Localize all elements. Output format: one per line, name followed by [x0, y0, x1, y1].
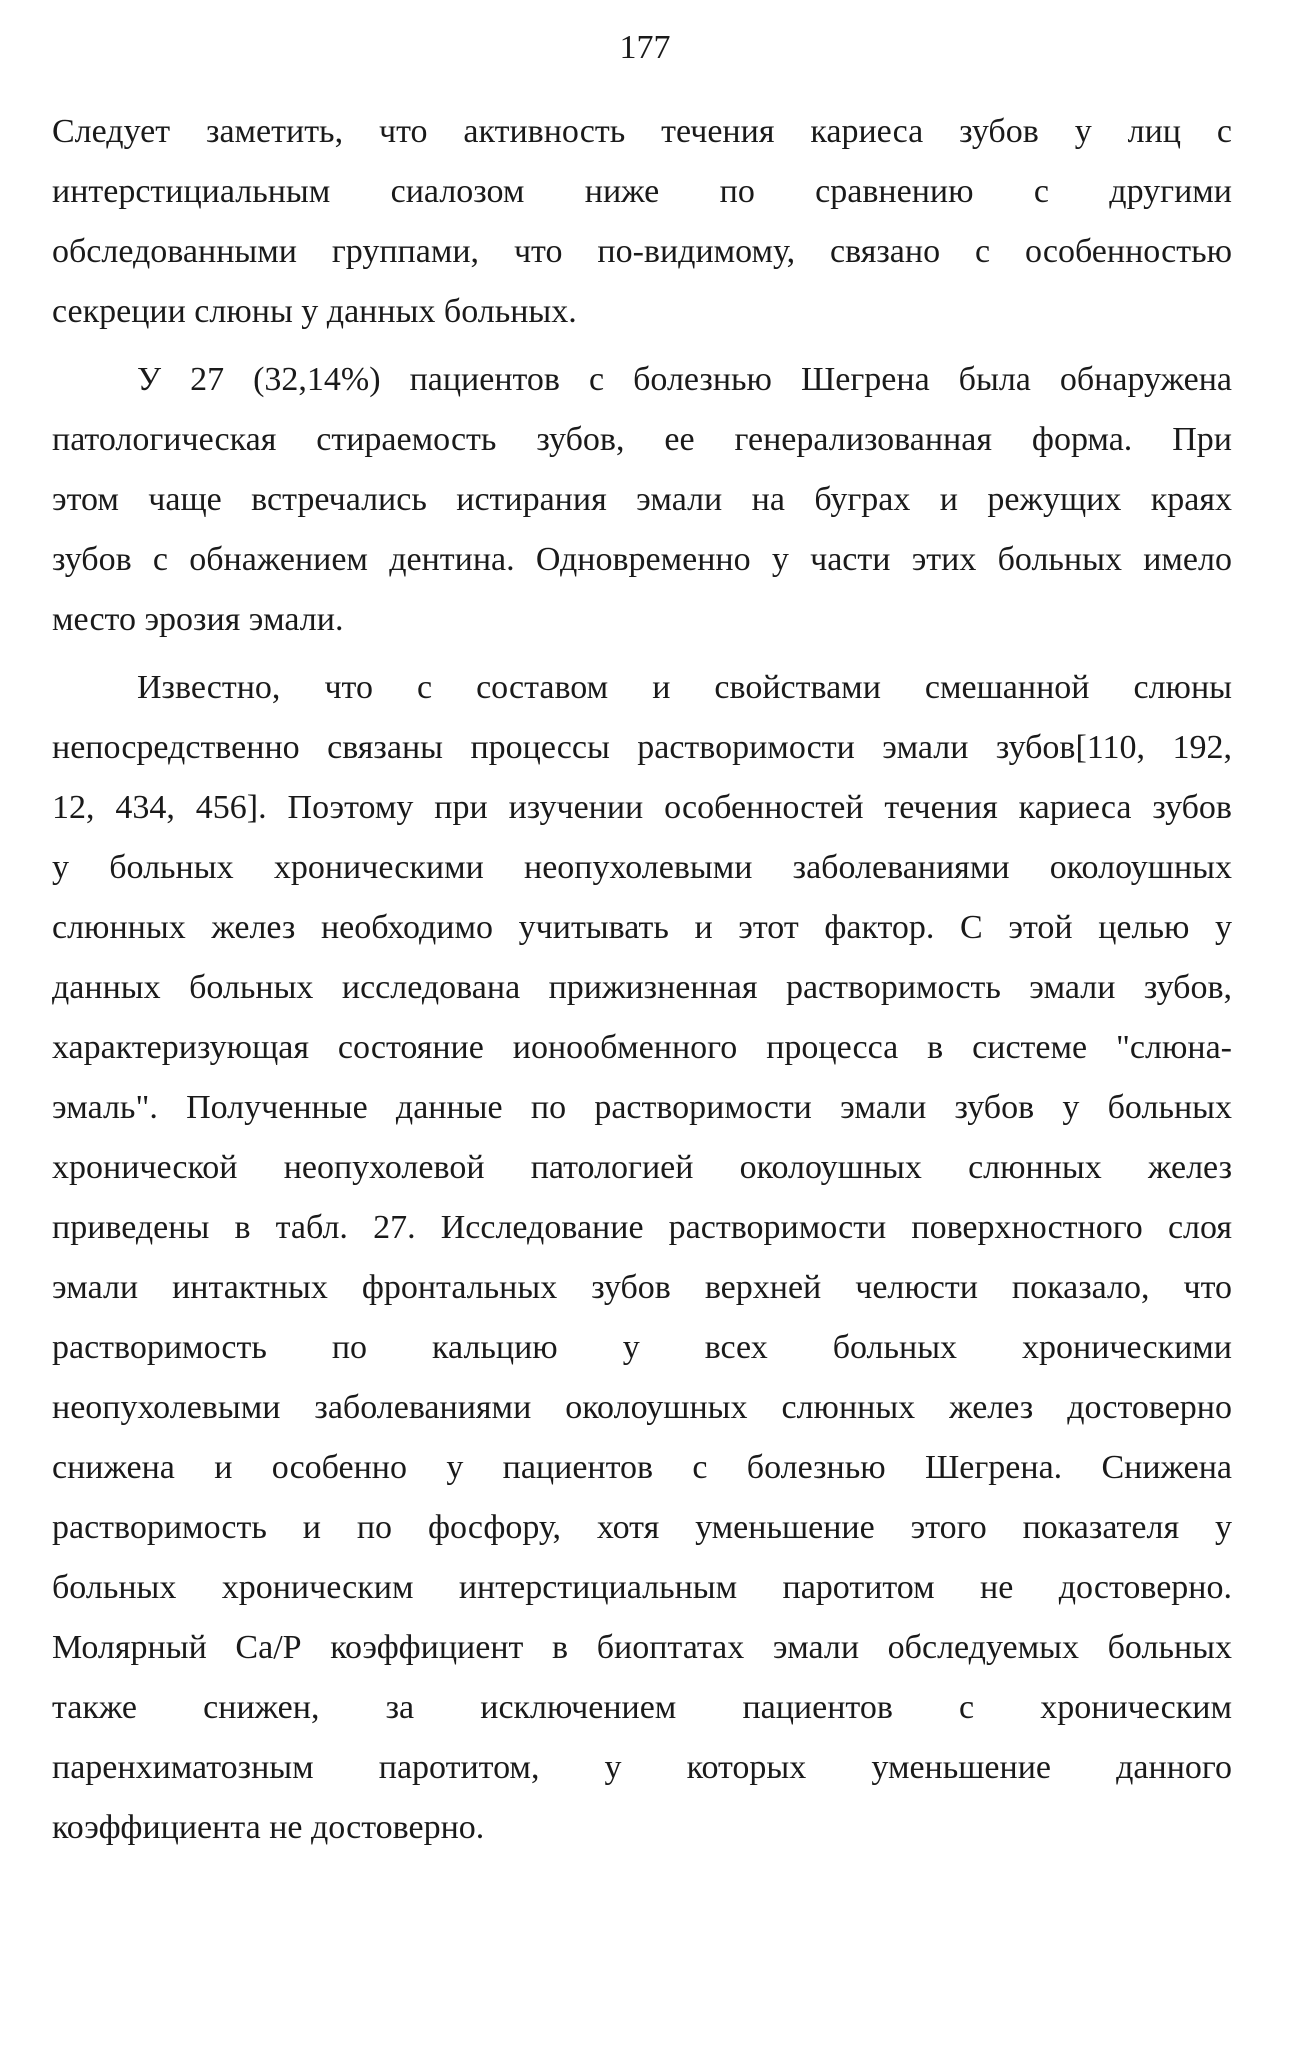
text-line: Молярный Са/Р коэффициент в биоптатах эмали обследуемых больных [52, 1629, 1232, 1666]
text-line: растворимость и по фосфору, хотя уменьшение этого показателя у [52, 1509, 1232, 1546]
text-line: коэффициента не достоверно. [52, 1809, 485, 1846]
text-line: место эрозия эмали. [52, 601, 344, 638]
paragraph-3 [52, 658, 1232, 1858]
text-line: слюнных желез необходимо учитывать и этот фактор. С этой целью у [52, 909, 1232, 946]
text-line: Следует заметить, что активность течения кариеса зубов у лиц с [52, 113, 1232, 150]
text-line: зубов с обнажением дентина. Одновременно у части этих больных имело [52, 541, 1232, 578]
text-line: Известно, что с составом и свойствами смешанной слюны [137, 669, 1232, 706]
text-line: характеризующая состояние ионообменного процесса в системе "слюна- [52, 1029, 1232, 1066]
text-line: растворимость по кальцию у всех больных хроническими [52, 1329, 1232, 1366]
text-line: непосредственно связаны процессы растворимости эмали зубов[110, 192, [52, 729, 1232, 766]
page-number: 177 [619, 29, 671, 66]
text-line: у больных хроническими неопухолевыми заболеваниями околоушных [52, 849, 1232, 886]
text-line: приведены в табл. 27. Исследование растворимости поверхностного слоя [52, 1209, 1232, 1246]
paragraph-2 [52, 350, 1232, 650]
paragraph-1 [52, 102, 1232, 342]
text-line: паренхиматозным паротитом, у которых уменьшение данного [52, 1749, 1232, 1786]
text-line: больных хроническим интерстициальным паротитом не достоверно. [52, 1569, 1232, 1606]
text-line: секреции слюны у данных больных. [52, 293, 577, 330]
body-text [52, 102, 1232, 1858]
text-line: обследованными группами, что по-видимому, связано с особенностью [52, 233, 1232, 270]
text-line: неопухолевыми заболеваниями околоушных слюнных желез достоверно [52, 1389, 1232, 1426]
text-line: снижена и особенно у пациентов с болезнью Шегрена. Снижена [52, 1449, 1232, 1486]
text-line: 12, 434, 456]. Поэтому при изучении особенностей течения кариеса зубов [52, 789, 1232, 826]
text-line: эмали интактных фронтальных зубов верхней челюсти показало, что [52, 1269, 1232, 1306]
text-line: также снижен, за исключением пациентов с хроническим [52, 1689, 1232, 1726]
text-line: хронической неопухолевой патологией околоушных слюнных желез [52, 1149, 1232, 1186]
text-line: этом чаще встречались истирания эмали на буграх и режущих краях [52, 481, 1232, 518]
text-line: данных больных исследована прижизненная растворимость эмали зубов, [52, 969, 1232, 1006]
text-line: эмаль". Полученные данные по растворимости эмали зубов у больных [52, 1089, 1232, 1126]
text-line: У 27 (32,14%) пациентов с болезнью Шегрена была обнаружена [137, 361, 1232, 398]
text-line: патологическая стираемость зубов, ее генерализованная форма. При [52, 421, 1232, 458]
text-line: интерстициальным сиалозом ниже по сравнению с другими [52, 173, 1232, 210]
